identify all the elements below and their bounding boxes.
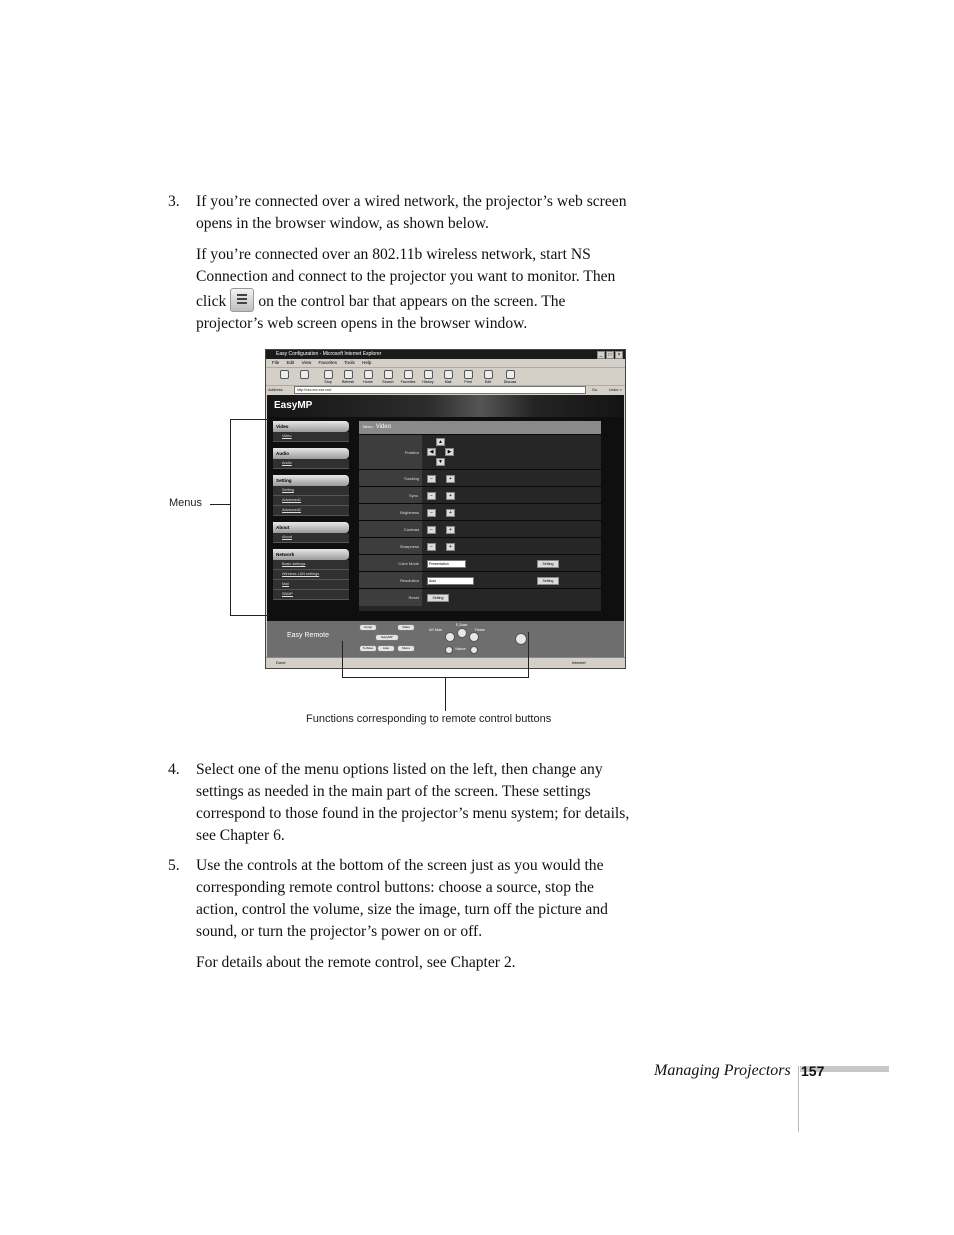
functions-bracket-left — [342, 641, 343, 677]
av-mute-icon[interactable] — [445, 632, 455, 642]
position-up-icon[interactable]: ▲ — [436, 438, 445, 446]
position-label: Position — [359, 435, 422, 470]
menu-help[interactable]: Help — [362, 360, 372, 365]
menu-item-advanced1[interactable]: Advanced1 — [273, 496, 349, 506]
search-button[interactable]: Search — [378, 370, 398, 384]
contrast-label: Contrast — [359, 521, 422, 538]
color-mode-select[interactable]: Presentation — [427, 560, 466, 568]
address-bar — [266, 385, 625, 394]
remote-easymp-button[interactable]: EasyMP — [375, 634, 399, 641]
brightness-plus-icon[interactable]: + — [446, 509, 455, 517]
menu-group-about — [273, 522, 349, 543]
easymp-banner — [267, 395, 624, 417]
easymp-logo: EasyMP — [274, 400, 313, 411]
history-icon — [424, 370, 433, 379]
side-menu — [273, 421, 349, 606]
panel-title: Menu:: Video — [359, 421, 601, 434]
home-icon — [364, 370, 373, 379]
edit-icon — [484, 370, 493, 379]
easy-remote-title: Easy Remote — [287, 632, 330, 639]
menu-item-advanced2[interactable]: Advanced2 — [273, 506, 349, 516]
status-zone: Internet — [572, 660, 586, 665]
reset-setting-button[interactable]: Setting — [427, 594, 449, 602]
row-tracking — [359, 469, 601, 487]
stop-icon — [324, 370, 333, 379]
remote-auto-button[interactable]: Auto — [377, 645, 395, 652]
volume-down-icon[interactable] — [445, 646, 453, 654]
minimize-icon[interactable]: _ — [597, 351, 605, 359]
menu-tools[interactable]: Tools — [344, 360, 355, 365]
menu-head-about[interactable]: About — [273, 522, 349, 533]
resolution-select[interactable]: Auto — [427, 577, 474, 585]
row-contrast — [359, 520, 601, 538]
browser-statusbar — [266, 657, 625, 669]
sync-plus-icon[interactable]: + — [446, 492, 455, 500]
page-number: 157 — [801, 1063, 825, 1079]
menu-head-audio[interactable]: Audio — [273, 448, 349, 459]
sharpness-plus-icon[interactable]: + — [446, 543, 455, 551]
remote-ezoom-label: E-Zoom — [456, 623, 468, 627]
row-brightness — [359, 503, 601, 521]
footer-chapter-title: Managing Projectors — [654, 1062, 791, 1079]
menu-item-video[interactable]: Video — [273, 432, 349, 442]
menu-favorites[interactable]: Favorites — [318, 360, 338, 365]
menu-item-mail[interactable]: Mail — [273, 580, 349, 590]
status-done: Done — [276, 660, 286, 665]
step-3-wireless-before: If you’re connected over an 802.11b wireless network, start NS Connection and connect to the projector you want to monitor. Then click — [196, 246, 616, 310]
menu-head-setting[interactable]: Setting — [273, 475, 349, 486]
remote-video-button[interactable]: Video — [397, 624, 415, 631]
remote-menu-button[interactable]: Menu — [397, 645, 415, 652]
sharpness-label: Sharpness — [359, 538, 422, 555]
functions-callout-line — [445, 677, 446, 711]
contrast-plus-icon[interactable]: + — [446, 526, 455, 534]
favorites-icon — [404, 370, 413, 379]
row-sync — [359, 486, 601, 504]
menu-head-network[interactable]: Network — [273, 549, 349, 560]
refresh-icon — [344, 370, 353, 379]
menu-edit[interactable]: Edit — [286, 360, 295, 365]
discuss-button[interactable]: Discuss — [500, 370, 520, 384]
sharpness-minus-icon[interactable]: − — [427, 543, 436, 551]
functions-callout-label: Functions corresponding to remote control buttons — [306, 713, 552, 725]
sync-label: Sync. — [359, 487, 422, 504]
footer-divider — [798, 1066, 799, 1132]
reset-label: Reset — [359, 589, 422, 606]
favorites-button[interactable]: Favorites — [398, 370, 418, 384]
row-position — [359, 434, 601, 470]
menu-head-video[interactable]: Video — [273, 421, 349, 432]
position-down-icon[interactable]: ▼ — [436, 458, 445, 466]
brightness-label: Brightness — [359, 504, 422, 521]
close-icon[interactable]: × — [615, 351, 623, 359]
sync-minus-icon[interactable]: − — [427, 492, 436, 500]
resolution-label: Resolution — [359, 572, 422, 589]
position-right-icon[interactable]: ▶ — [445, 448, 454, 456]
tracking-label: Tracking — [359, 470, 422, 487]
menus-bracket-bottom — [230, 615, 269, 616]
power-icon[interactable] — [515, 633, 527, 645]
functions-bracket-bottom — [342, 677, 529, 678]
step-3-wireless-after: on the control bar that appears on the screen. The projector’s web screen opens in the browser window. — [196, 293, 566, 332]
address-label: Address — [268, 387, 283, 392]
menu-item-snmp[interactable]: SNMP — [273, 590, 349, 600]
remote-freeze-label: Freeze — [475, 628, 485, 632]
row-color-mode — [359, 554, 601, 572]
back-button[interactable] — [274, 370, 294, 380]
forward-arrow-icon — [300, 370, 309, 379]
volume-up-icon[interactable] — [470, 646, 478, 654]
control-bar-icon — [230, 288, 254, 312]
menus-callout-line — [210, 504, 230, 505]
forward-button[interactable] — [294, 370, 314, 380]
remote-svideo-button[interactable]: S-Video — [359, 645, 377, 652]
tracking-minus-icon[interactable]: − — [427, 475, 436, 483]
row-sharpness — [359, 537, 601, 555]
stop-button[interactable]: Stop — [318, 370, 338, 384]
print-icon — [464, 370, 473, 379]
menu-group-audio — [273, 448, 349, 469]
refresh-button[interactable]: Refresh — [338, 370, 358, 384]
edit-button[interactable]: Edit — [478, 370, 498, 384]
color-mode-setting-button[interactable]: Setting — [537, 560, 559, 568]
print-button[interactable]: Print — [458, 370, 478, 384]
row-reset — [359, 588, 601, 606]
ezoom-icon[interactable] — [457, 628, 467, 638]
remote-av-mute-label: A/V Mute — [429, 628, 443, 632]
remote-volume-label: Volume — [455, 647, 466, 651]
maximize-icon[interactable]: □ — [606, 351, 614, 359]
address-input[interactable]: http://xxx.xxx.xxx.xxx/ — [294, 386, 586, 394]
links-button[interactable]: Links » — [609, 387, 622, 392]
window-titlebar — [266, 350, 625, 359]
menu-file[interactable]: File — [272, 360, 280, 365]
menus-bracket-top — [230, 419, 269, 420]
functions-bracket-right — [528, 632, 529, 677]
step-3-wireless-text — [196, 244, 632, 335]
menu-group-network — [273, 549, 349, 600]
step-4-number: 4. — [168, 761, 180, 778]
menu-group-setting — [273, 475, 349, 516]
browser-screenshot — [265, 349, 626, 669]
contrast-minus-icon[interactable]: − — [427, 526, 436, 534]
step-5-text: Use the controls at the bottom of the screen just as you would the corresponding remote control buttons: choose a source, stop the action, control the volume, size the image, turn off the picture and sound, or turn the projector’s power on or off. — [196, 857, 608, 940]
window-title: Easy Configuration - Microsoft Internet Explorer — [276, 351, 382, 357]
remote-comp-button[interactable]: Comp — [359, 624, 377, 631]
menus-callout-label: Menus — [169, 497, 203, 509]
mail-icon — [444, 370, 453, 379]
step-4-text: Select one of the menu options listed on the left, then change any settings as needed in the main part of the screen. These settings correspond to those found in the projector’s menu system; for details, see Chapter 6. — [196, 761, 630, 844]
video-settings-panel — [359, 421, 601, 611]
menu-group-video — [273, 421, 349, 442]
history-button[interactable]: History — [418, 370, 438, 384]
position-left-icon[interactable]: ◀ — [427, 448, 436, 456]
easy-remote-bar — [267, 621, 624, 657]
menu-item-audio[interactable]: Audio — [273, 459, 349, 469]
search-icon — [384, 370, 393, 379]
easymp-page — [267, 395, 624, 621]
freeze-icon[interactable] — [469, 632, 479, 642]
color-mode-label: Color Mode — [359, 555, 422, 572]
browser-toolbar — [266, 367, 625, 386]
step-5-note: For details about the remote control, see Chapter 2. — [196, 954, 516, 971]
tracking-plus-icon[interactable]: + — [446, 475, 455, 483]
browser-menubar — [266, 359, 625, 367]
row-resolution — [359, 571, 601, 589]
menu-item-wireless-lan[interactable]: Wireless LAN settings — [273, 570, 349, 580]
menu-item-about[interactable]: About — [273, 533, 349, 543]
menu-item-basic-settings[interactable]: Basic settings — [273, 560, 349, 570]
menu-view[interactable]: View — [301, 360, 312, 365]
menus-bracket-vertical — [230, 419, 231, 615]
mail-button[interactable]: Mail — [438, 370, 458, 384]
back-arrow-icon — [280, 370, 289, 379]
home-button[interactable]: Home — [358, 370, 378, 384]
go-button[interactable]: Go — [592, 387, 598, 392]
discuss-icon — [506, 370, 515, 379]
menu-item-setting[interactable]: Setting — [273, 486, 349, 496]
resolution-setting-button[interactable]: Setting — [537, 577, 559, 585]
step-3-number: 3. — [168, 193, 180, 210]
step-3-text: If you’re connected over a wired network, the projector’s web screen opens in the browser window, as shown below. — [196, 193, 627, 232]
step-5-number: 5. — [168, 857, 180, 874]
brightness-minus-icon[interactable]: − — [427, 509, 436, 517]
